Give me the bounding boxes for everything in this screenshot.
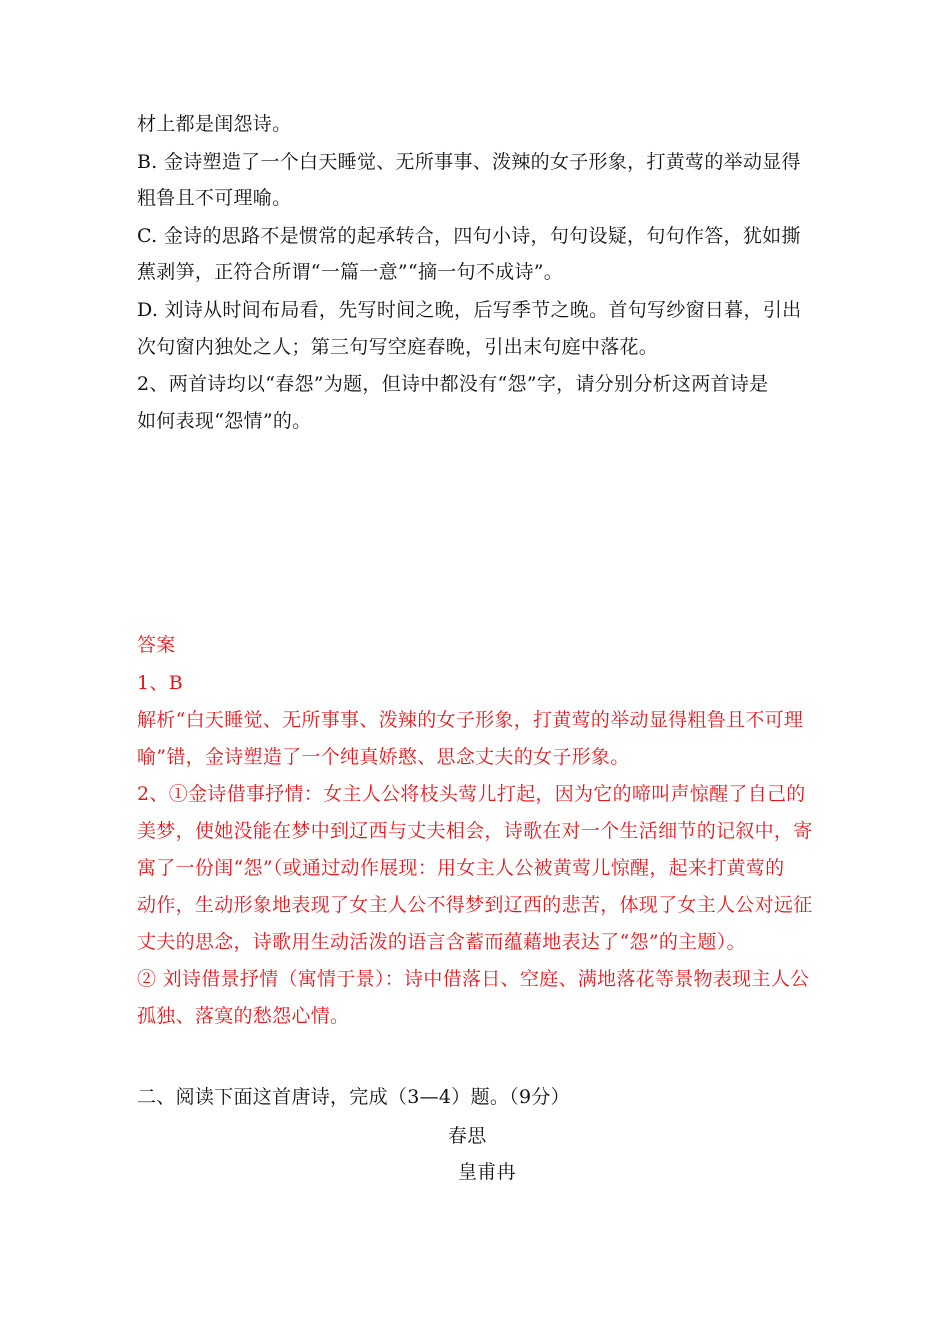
answer-2-line: 丈夫的思念，诗歌用生动活泼的语言含蓄而蕴藉地表达了“怨”的主题）。	[137, 931, 746, 953]
answer-2-line: 动作，生动形象地表现了女主人公不得梦到辽西的悲苦，体现了女主人公对远征	[137, 894, 813, 916]
question-line: 材上都是闺怨诗。	[137, 113, 292, 135]
question-2-line: 如何表现“怨情”的。	[137, 410, 312, 432]
analysis-line: 喻”错，金诗塑造了一个纯真娇憨、思念丈夫的女子形象。	[137, 746, 630, 768]
answer-2-line: 寓了一份闺“怨”（或通过动作展现：用女主人公被黄莺儿惊醒，起来打黄莺的	[137, 857, 785, 879]
answer-2b-line: 孤独、落寞的愁怨心情。	[137, 1005, 350, 1027]
option-d-line: D. 刘诗从时间布局看，先写时间之晚，后写季节之晚。首句写纱窗日暮，引出	[137, 299, 802, 321]
analysis-line: 解析“白天睡觉、无所事事、泼辣的女子形象，打黄莺的举动显得粗鲁且不可理	[137, 709, 804, 731]
option-b-line: B. 金诗塑造了一个白天睡觉、无所事事、泼辣的女子形象，打黄莺的举动显得	[137, 151, 801, 173]
answer-heading: 答案	[137, 634, 176, 656]
answer-2b-line: ② 刘诗借景抒情（寓情于景）：诗中借落日、空庭、满地落花等景物表现主人公	[137, 968, 810, 990]
answer-2-line: 2、①金诗借事抒情：女主人公将枝头莺儿打起，因为它的啼叫声惊醒了自己的	[137, 783, 806, 805]
answer-2-line: 美梦，使她没能在梦中到辽西与丈夫相会，诗歌在对一个生活细节的记叙中，寄	[137, 820, 813, 842]
poem-title: 春思	[448, 1125, 487, 1147]
question-2-line: 2、两首诗均以“春怨”为题，但诗中都没有“怨”字，请分别分析这两首诗是	[137, 373, 769, 395]
option-b-line: 粗鲁且不可理喻。	[137, 187, 292, 209]
option-c-line: 蕉剥笋，正符合所谓“一篇一意”“摘一句不成诗”。	[137, 261, 564, 283]
option-c-line: C. 金诗的思路不是惯常的起承转合，四句小诗，句句设疑，句句作答，犹如撕	[137, 225, 801, 247]
poem-author: 皇甫冉	[458, 1161, 516, 1183]
option-d-line: 次句窗内独处之人；第三句写空庭春晚，引出末句庭中落花。	[137, 336, 659, 358]
section-heading: 二、阅读下面这首唐诗，完成（3—4）题。（9分）	[137, 1086, 570, 1108]
answer-1: 1、B	[137, 672, 183, 694]
